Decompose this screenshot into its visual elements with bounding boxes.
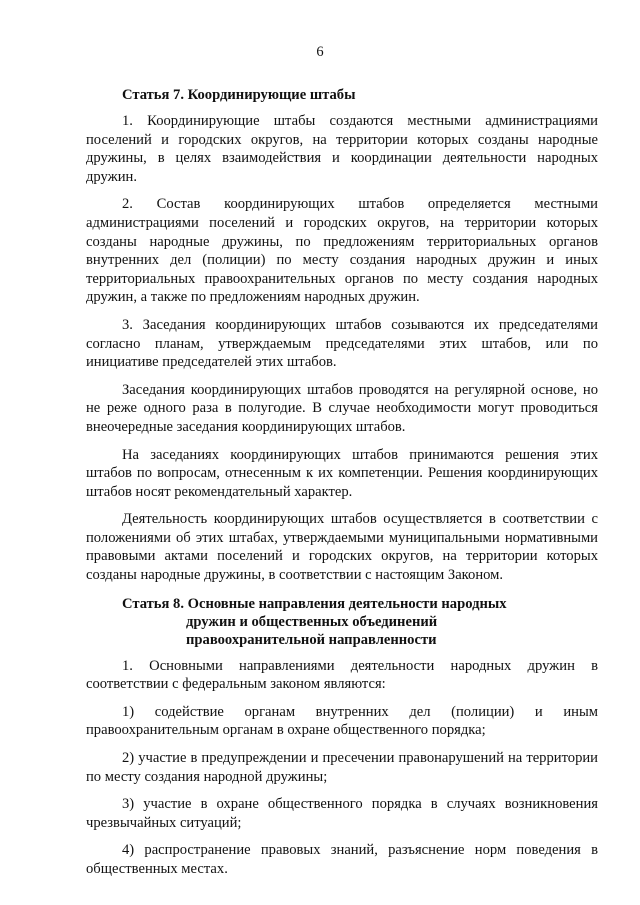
article-7-title: Статья 7. Координирующие штабы bbox=[122, 87, 356, 103]
document-body bbox=[86, 86, 598, 888]
page-number: 6 bbox=[316, 44, 324, 60]
article-7-paragraph: 2. Состав координирующих штабов определяется местными администрациями поселений и городских округов, на территории которых созданы народные дружины, по предложениям территориальных органов внутренних дел (полиции) по месту создания народных дружин и иных территориальных правоохранительных органов по месту создания народных дружин, а также по предложениям народных дружин. bbox=[86, 196, 598, 306]
article-8-list-item: 2) участие в предупреждении и пресечении правонарушений на территории по месту создания народной дружины; bbox=[86, 750, 598, 785]
article-8-title-line: правоохранительной направленности bbox=[186, 631, 437, 648]
article-8-list-item: 3) участие в охране общественного порядка в случаях возникновения чрезвычайных ситуаций; bbox=[86, 796, 598, 831]
article-8-list-item: 4) распространение правовых знаний, разъяснение норм поведения в общественных местах. bbox=[86, 842, 598, 877]
article-7-paragraph: На заседаниях координирующих штабов принимаются решения этих штабов по вопросам, отнесенным к их компетенции. Решения координирующих штабов носят рекомендательный характер. bbox=[86, 446, 598, 500]
article-8-title-line: Статья 8. Основные направления деятельности народных bbox=[122, 595, 507, 612]
article-7-paragraph: Деятельность координирующих штабов осуществляется в соответствии с положениями об этих штабах, утверждаемыми муниципальными нормативными правовыми актами поселений и городских округов, на территории которых созданы народные дружины, в соответствии с настоящим Законом. bbox=[86, 511, 598, 584]
article-7-paragraph: 1. Координирующие штабы создаются местными администрациями поселений и городских округов, на территории которых созданы народные дружины, в целях взаимодействия и координации деятельности народных дружин. bbox=[86, 113, 598, 185]
article-8-title bbox=[86, 595, 598, 649]
article-7-paragraph: Заседания координирующих штабов проводятся на регулярной основе, но не реже одного раза в полугодие. В случае необходимости могут проводиться внеочередные заседания координирующих штабов. bbox=[86, 381, 598, 435]
article-8-list-item: 1) содействие органам внутренних дел (полиции) и иным правоохранительным органам в охране общественного порядка; bbox=[86, 703, 598, 739]
article-8-paragraph: 1. Основными направлениями деятельности народных дружин в соответствии с федеральным законом являются: bbox=[86, 657, 598, 693]
article-7-paragraph: 3. Заседания координирующих штабов созываются их председателями согласно планам, утверждаемым председателями этих штабов, или по инициативе председателей этих штабов. bbox=[86, 316, 598, 371]
article-8-title-line: дружин и общественных объединений bbox=[186, 613, 438, 630]
